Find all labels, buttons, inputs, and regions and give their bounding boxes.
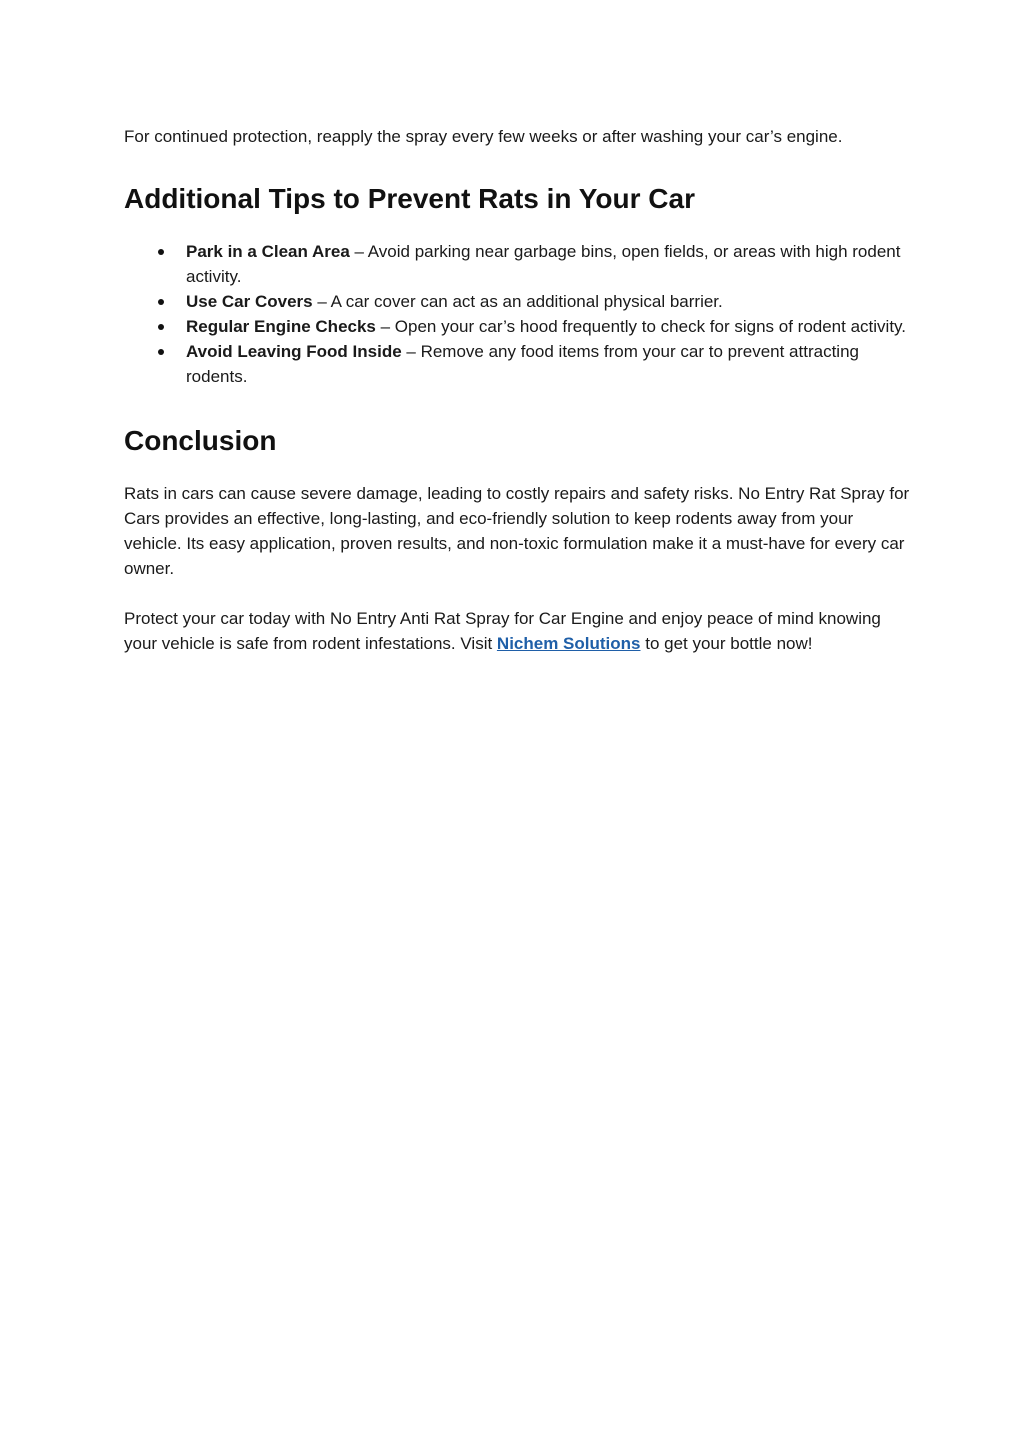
tips-heading: Additional Tips to Prevent Rats in Your Car — [124, 183, 695, 214]
list-item — [124, 339, 914, 389]
call-to-action-paragraph — [124, 606, 914, 656]
conclusion-heading: Conclusion — [124, 425, 277, 456]
tip-title: Regular Engine Checks — [186, 317, 376, 336]
tip-text: – Remove any food items from your car to prevent attracting rodents. — [186, 342, 859, 386]
tip-title: Use Car Covers — [186, 292, 313, 311]
bullet-icon — [158, 299, 164, 305]
bullet-icon — [158, 324, 164, 330]
list-item — [124, 239, 914, 289]
intro-paragraph: For continued protection, reapply the spray every few weeks or after washing your car’s engine. — [124, 127, 843, 146]
bullet-icon — [158, 349, 164, 355]
tips-list — [124, 239, 914, 389]
list-item — [124, 289, 914, 314]
cta-text-before: Protect your car today with No Entry Anti Rat Spray for Car Engine and enjoy peace of mind knowing your vehicle is safe from rodent infestations. Visit — [124, 609, 881, 653]
nichem-solutions-link[interactable]: Nichem Solutions — [496, 634, 641, 653]
tip-title: Park in a Clean Area — [186, 242, 350, 261]
tip-title: Avoid Leaving Food Inside — [186, 342, 402, 361]
bullet-icon — [158, 249, 164, 255]
tip-text: – Avoid parking near garbage bins, open fields, or areas with high rodent activity. — [186, 242, 901, 286]
document-page — [124, 124, 914, 656]
conclusion-paragraph: Rats in cars can cause severe damage, leading to costly repairs and safety risks. No Entry Rat Spray for Cars provides an effective, long-lasting, and eco-friendly solution to keep rodents away from your vehicle. Its easy application, proven results, and non-toxic formulation make it a must-have for every car owner. — [124, 484, 910, 578]
tip-text: – A car cover can act as an additional physical barrier. — [312, 292, 723, 311]
tip-text: – Open your car’s hood frequently to check for signs of rodent activity. — [375, 317, 907, 336]
cta-text-after: to get your bottle now! — [640, 634, 813, 653]
list-item — [124, 314, 914, 339]
